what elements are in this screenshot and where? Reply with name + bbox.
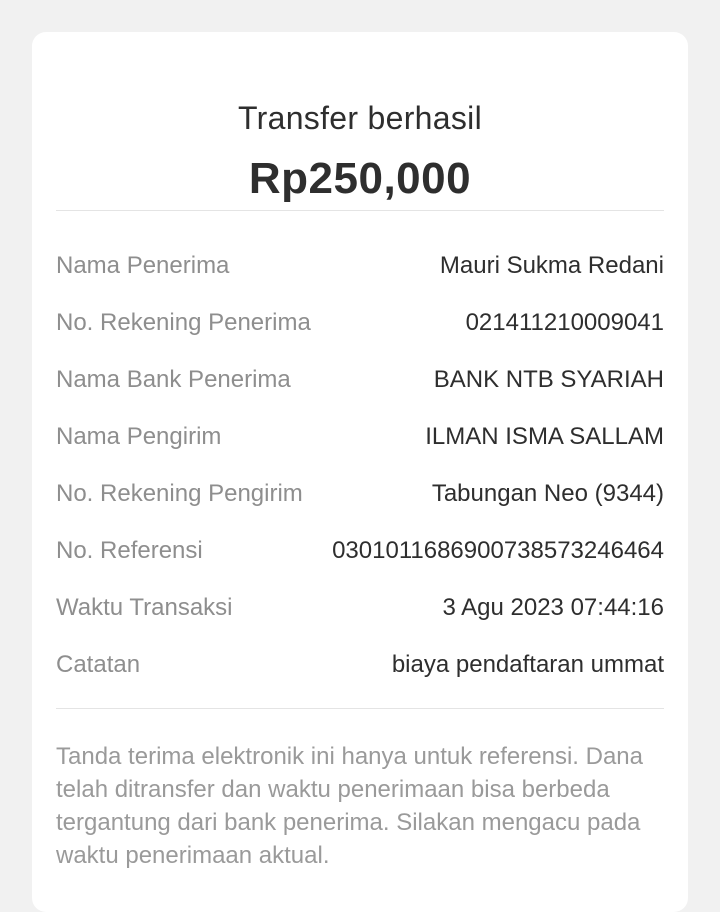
detail-row-reference [56, 522, 664, 579]
detail-row-recipient-account [56, 294, 664, 351]
detail-value: 3 Agu 2023 07:44:16 [442, 593, 664, 621]
detail-value: BANK NTB SYARIAH [433, 365, 664, 393]
detail-row-note [56, 636, 664, 693]
detail-value: 021411210009041 [465, 308, 664, 336]
transfer-amount: Rp250,000 [248, 154, 472, 203]
detail-value: ILMAN ISMA SALLAM [425, 422, 664, 450]
detail-label: Catatan [56, 650, 141, 678]
receipt-details [56, 237, 664, 693]
detail-row-transaction-time [56, 579, 664, 636]
detail-row-sender-account [56, 465, 664, 522]
detail-row-sender-name [56, 408, 664, 465]
receipt-disclaimer: Tanda terima elektronik ini hanya untuk referensi. Dana telah ditransfer dan waktu penerimaan bisa berbeda tergantung dari bank penerima. Silakan mengacu pada waktu penerimaan aktual. [56, 743, 643, 869]
detail-label: Nama Bank Penerima [56, 365, 291, 393]
detail-value: Mauri Sukma Redani [439, 251, 664, 279]
detail-label: Waktu Transaksi [56, 593, 233, 621]
receipt-card [32, 32, 688, 912]
detail-label: Nama Pengirim [56, 422, 222, 450]
divider [56, 210, 664, 211]
detail-label: No. Rekening Penerima [56, 308, 311, 336]
receipt-title: Transfer berhasil [237, 100, 482, 136]
detail-row-recipient-name [56, 237, 664, 294]
detail-value: 0301011686900738573246464 [332, 536, 664, 564]
detail-label: Nama Penerima [56, 251, 230, 279]
detail-value: biaya pendaftaran ummat [391, 650, 664, 678]
divider [56, 708, 664, 709]
detail-row-recipient-bank [56, 351, 664, 408]
detail-label: No. Referensi [56, 536, 203, 564]
detail-value: Tabungan Neo (9344) [431, 479, 664, 507]
detail-label: No. Rekening Pengirim [56, 479, 303, 507]
